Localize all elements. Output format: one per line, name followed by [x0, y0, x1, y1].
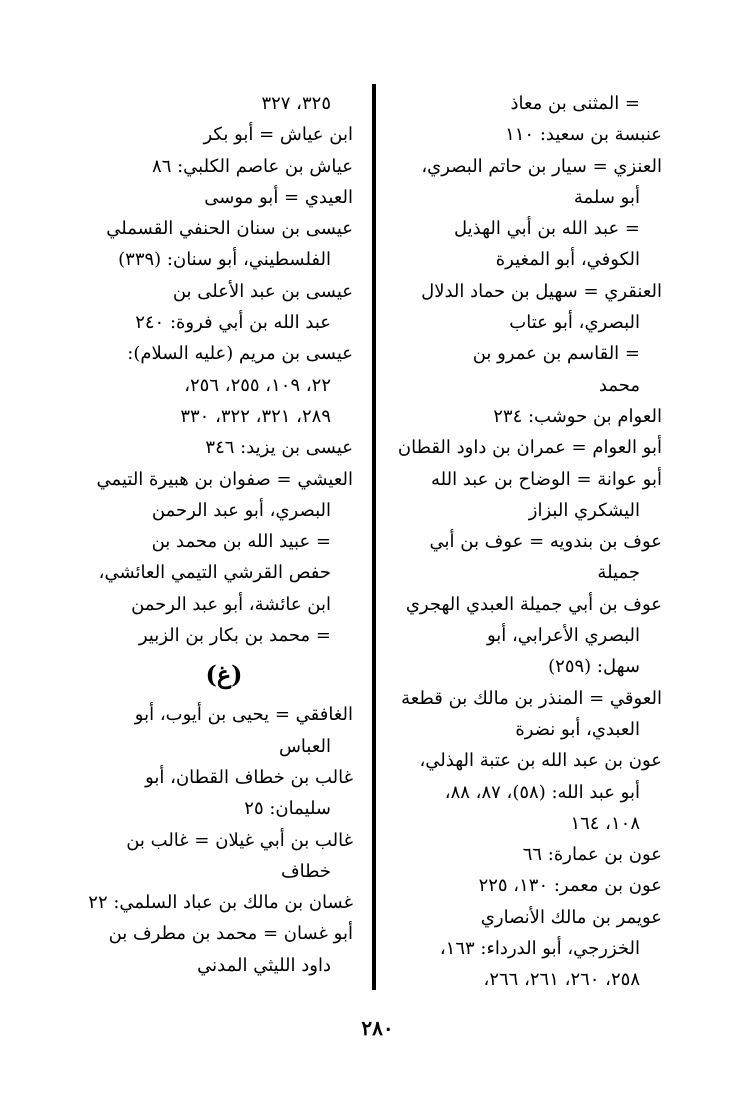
index-entry-line: = عبد الله بن أبي الهذيل: [453, 218, 640, 240]
index-entry-line: العيشي = صفوان بن هبيرة التيمي: [96, 468, 353, 490]
index-entry-line: عوف بن أبي جميلة العبدي الهجري: [405, 593, 662, 615]
index-column-right: [392, 88, 662, 996]
index-entry-line: = القاسم بن عمرو بن: [472, 343, 640, 365]
page-number: ٢٨٠: [361, 1016, 394, 1040]
index-entry-line: داود الليثي المدني: [197, 954, 331, 976]
index-entry-line: عوف بن بندويه = عوف بن أبي: [429, 531, 662, 553]
index-entry-line: غالب بن خطاف القطان، أبو: [145, 766, 353, 788]
index-entry-line: سهل: (٢٥٩): [548, 656, 640, 678]
index-entry-line: عيسى بن عبد الأعلى بن: [172, 280, 353, 302]
column-divider: [372, 84, 376, 990]
index-entry-line: = محمد بن بكار بن الزبير: [138, 625, 331, 647]
index-entry-line: غالب بن أبي غيلان = غالب بن: [126, 829, 353, 851]
index-entry-line: البصري، أبو عبد الرحمن: [151, 499, 331, 521]
index-entry-line: عبد الله بن أبي فروة: ٢٤٠: [135, 312, 331, 334]
index-entry-line: أبو العوام = عمران بن داود القطان: [397, 437, 662, 459]
index-entry-line: العيدي = أبو موسى: [204, 186, 353, 208]
index-entry-line: أبو عوانة = الوضاح بن عبد الله: [430, 468, 662, 490]
index-entry-line: ٣٢٥، ٣٢٧: [261, 93, 331, 114]
index-column-left-bottom: [88, 699, 353, 981]
index-entry-line: العنزي = سيار بن حاتم البصري،: [421, 155, 662, 177]
index-entry-line: ابن عائشة، أبو عبد الرحمن: [131, 593, 331, 615]
index-entry-line: = المثنى بن معاذ: [510, 93, 640, 114]
index-entry-line: سليمان: ٢٥: [244, 798, 331, 820]
index-entry-line: ٢٨٩، ٣٢١، ٣٢٢، ٣٣٠: [180, 405, 331, 427]
index-entry-line: العنقري = سهيل بن حماد الدلال: [421, 280, 662, 302]
index-entry-line: الكوفي، أبو المغيرة: [495, 249, 640, 271]
index-entry-line: جميلة: [597, 562, 640, 584]
index-entry-line: العباس: [278, 735, 331, 757]
index-entry-line: أبو عبد الله: (٥٨)، ٨٧، ٨٨،: [444, 781, 640, 803]
index-entry-line: البصري، أبو عتاب: [509, 312, 640, 334]
index-entry-line: عون بن عمارة: ٦٦: [522, 844, 662, 866]
index-entry-line: أبو غسان = محمد بن مطرف بن: [108, 923, 353, 945]
index-column-left-top: [95, 88, 353, 651]
index-entry-line: غسان بن مالك بن عباد السلمي: ٢٢: [88, 892, 353, 914]
index-entry-line: عنبسة بن سعيد: ١١٠: [505, 124, 662, 146]
index-entry-line: الخزرجي، أبو الدرداء: ١٦٣،: [439, 938, 640, 960]
index-entry-line: العوام بن حوشب: ٢٣٤: [493, 405, 662, 427]
index-entry-line: عيسى بن سنان الحنفي القسملي: [106, 218, 353, 240]
index-entry-line: أبو سلمة: [573, 186, 640, 208]
index-entry-line: اليشكري البزاز: [528, 499, 640, 521]
section-heading: (غ): [205, 660, 243, 690]
index-entry-line: عويمر بن مالك الأنصاري: [480, 906, 662, 928]
index-entry-line: البصري الأعرابي، أبو: [486, 625, 640, 647]
index-entry-line: الفلسطيني، أبو سنان: (٣٣٩): [118, 249, 331, 271]
index-entry-line: ١٠٨، ١٦٤: [570, 812, 640, 834]
index-entry-line: عون بن عبد الله بن عتبة الهذلي،: [419, 750, 662, 772]
index-entry-line: عياش بن عاصم الكلبي: ٨٦: [152, 155, 353, 177]
index-entry-line: عون بن معمر: ١٣٠، ٢٢٥: [478, 875, 662, 897]
index-entry-line: ابن عياش = أبو بكر: [203, 124, 353, 146]
index-entry-line: العبدي، أبو نضرة: [515, 718, 640, 740]
index-entry-line: محمد: [598, 374, 640, 396]
index-entry-line: ٢٥٨، ٢٦٠، ٢٦١، ٢٦٦،: [483, 969, 640, 991]
index-entry-line: عيسى بن يزيد: ٣٤٦: [205, 437, 353, 459]
index-entry-line: العوقي = المنذر بن مالك بن قطعة: [401, 687, 662, 709]
index-entry-line: حفص القرشي التيمي العائشي،: [98, 562, 331, 584]
index-entry-line: الغافقي = يحيى بن أيوب، أبو: [134, 704, 353, 726]
index-entry-line: = عبيد الله بن محمد بن: [151, 531, 331, 553]
index-entry-line: عيسى بن مريم (عليه السلام):: [127, 343, 353, 365]
index-entry-line: خطاف: [280, 860, 331, 882]
index-column-left: [88, 88, 353, 981]
index-entry-line: ٢٢، ١٠٩، ٢٥٥، ٢٥٦،: [184, 374, 331, 396]
